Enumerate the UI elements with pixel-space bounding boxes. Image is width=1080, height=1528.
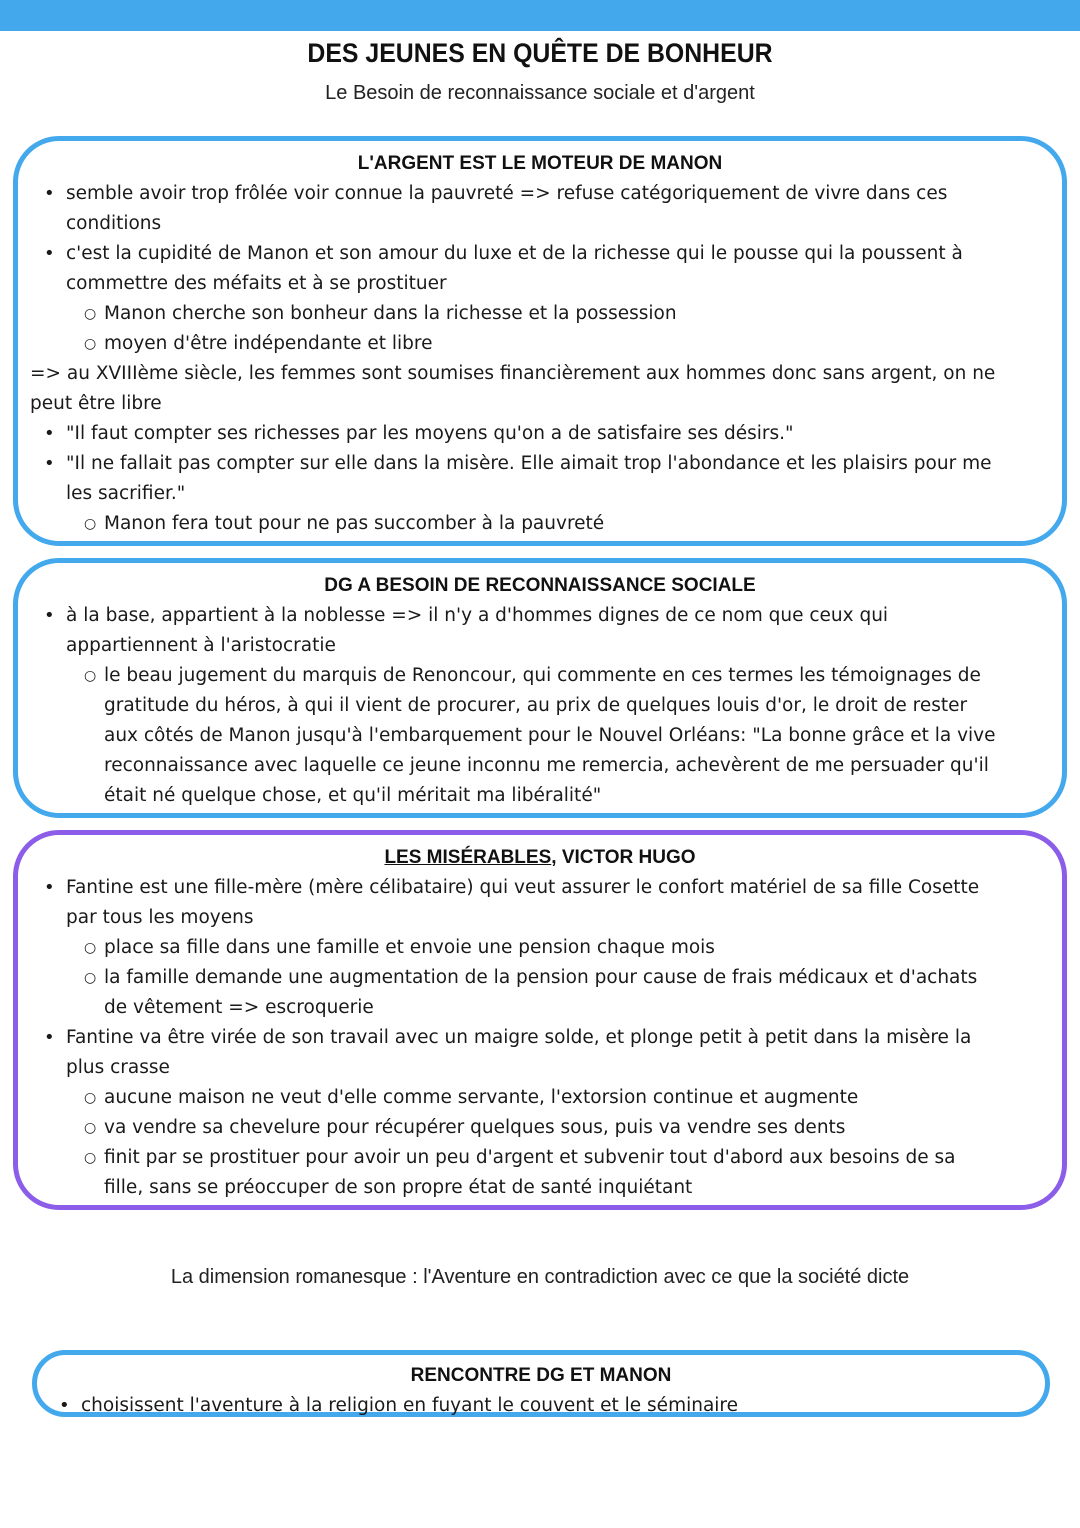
text-line: reconnaissance avec laquelle ce jeune inconnu me remercia, achevèrent de me persuader qu'il	[104, 755, 989, 776]
sub-bullet-icon: ○	[84, 970, 97, 986]
sub-bullet-icon: ○	[84, 668, 97, 684]
bullet-icon: •	[44, 877, 55, 898]
page-subtitle: Le Besoin de reconnaissance sociale et d'argent	[325, 82, 755, 104]
box-title: RENCONTRE DG ET MANON	[410, 1365, 672, 1386]
box-title	[18, 847, 1062, 869]
text-line: Fantine va être virée de son travail avec un maigre solde, et plonge petit à petit dans la misère la	[66, 1027, 972, 1048]
text-line: finit par se prostituer pour avoir un peu d'argent et subvenir tout d'abord aux besoins de sa	[104, 1147, 956, 1168]
text-line: va vendre sa chevelure pour récupérer quelques sous, puis va vendre ses dents	[104, 1117, 846, 1138]
text-line: c'est la cupidité de Manon et son amour du luxe et de la richesse qui le pousse qui la poussent à	[66, 243, 963, 264]
box-title: L'ARGENT EST LE MOTEUR DE MANON	[357, 153, 723, 174]
text-line: moyen d'être indépendante et libre	[104, 333, 433, 354]
text-line: appartiennent à l'aristocratie	[66, 635, 336, 656]
text-line: par tous les moyens	[66, 907, 254, 928]
text-line: la famille demande une augmentation de la pension pour cause de frais médicaux et d'achats	[104, 967, 978, 988]
sub-bullet-icon: ○	[84, 516, 97, 532]
les-miserables-box	[13, 830, 1067, 1210]
text-line: de vêtement => escroquerie	[104, 997, 374, 1018]
page-title: DES JEUNES EN QUÊTE DE BONHEUR	[307, 38, 773, 68]
text-line: place sa fille dans une famille et envoie une pension chaque mois	[104, 937, 715, 958]
text-line: => au XVIIIème siècle, les femmes sont soumises financièrement aux hommes donc sans argent, on ne	[30, 363, 996, 384]
sub-bullet-icon: ○	[84, 306, 97, 322]
rencontre-box	[32, 1350, 1050, 1417]
text-line: Fantine est une fille-mère (mère célibataire) qui veut assurer le confort matériel de sa fille Cosette	[66, 877, 980, 898]
text-line: à la base, appartient à la noblesse => il n'y a d'hommes dignes de ce nom que ceux qui	[66, 605, 889, 626]
bullet-icon: •	[44, 605, 55, 626]
text-line: Manon cherche son bonheur dans la richesse et la possession	[104, 303, 677, 324]
sub-bullet-icon: ○	[84, 1150, 97, 1166]
box-title: DG A BESOIN DE RECONNAISSANCE SOCIALE	[324, 575, 756, 596]
reconnaissance-sociale-box	[13, 558, 1067, 818]
text-line: Manon fera tout pour ne pas succomber à la pauvreté	[104, 513, 605, 534]
text-line: aux côtés de Manon jusqu'à l'embarquement pour le Nouvel Orléans: "La bonne grâce et la vive	[104, 725, 996, 746]
sub-bullet-icon: ○	[84, 336, 97, 352]
bullet-icon: •	[44, 183, 55, 204]
text-line: conditions	[66, 213, 162, 234]
quote-line: les sacrifier."	[66, 483, 186, 504]
sub-bullet-icon: ○	[84, 1090, 97, 1106]
sub-bullet-icon: ○	[84, 940, 97, 956]
bullet-icon: •	[44, 423, 55, 444]
argent-manon-box	[13, 136, 1067, 546]
bullet-icon: •	[44, 1027, 55, 1048]
text-line: était né quelque chose, et qu'il méritait ma libéralité"	[104, 785, 602, 806]
section-heading: La dimension romanesque : l'Aventure en contradiction avec ce que la société dicte	[170, 1266, 910, 1288]
quote-line: "Il ne fallait pas compter sur elle dans la misère. Elle aimait trop l'abondance et les plaisirs pour me	[66, 453, 992, 474]
text-line: semble avoir trop frôlée voir connue la pauvreté => refuse catégoriquement de vivre dans ces	[66, 183, 948, 204]
sub-bullet-icon: ○	[84, 1120, 97, 1136]
text-line: aucune maison ne veut d'elle comme servante, l'extorsion continue et augmente	[104, 1087, 859, 1108]
author-name: , VICTOR HUGO	[551, 847, 696, 868]
top-banner	[0, 0, 1080, 31]
book-title: LES MISÉRABLES	[384, 847, 552, 868]
text-line: commettre des méfaits et à se prostituer	[66, 273, 447, 294]
text-line: plus crasse	[66, 1057, 170, 1078]
bullet-icon: •	[59, 1395, 70, 1416]
text-line: fille, sans se préoccuper de son propre état de santé inquiétant	[104, 1177, 693, 1198]
text-line: peut être libre	[30, 393, 162, 414]
text-line: le beau jugement du marquis de Renoncour, qui commente en ces termes les témoignages de	[104, 665, 981, 686]
text-line: gratitude du héros, à qui il vient de procurer, au prix de quelques louis d'or, le droit de rester	[104, 695, 968, 716]
bullet-icon: •	[44, 243, 55, 264]
bullet-icon: •	[44, 453, 55, 474]
text-line: choisissent l'aventure à la religion en fuyant le couvent et le séminaire	[81, 1395, 739, 1416]
quote-line: "Il faut compter ses richesses par les moyens qu'on a de satisfaire ses désirs."	[66, 423, 794, 444]
